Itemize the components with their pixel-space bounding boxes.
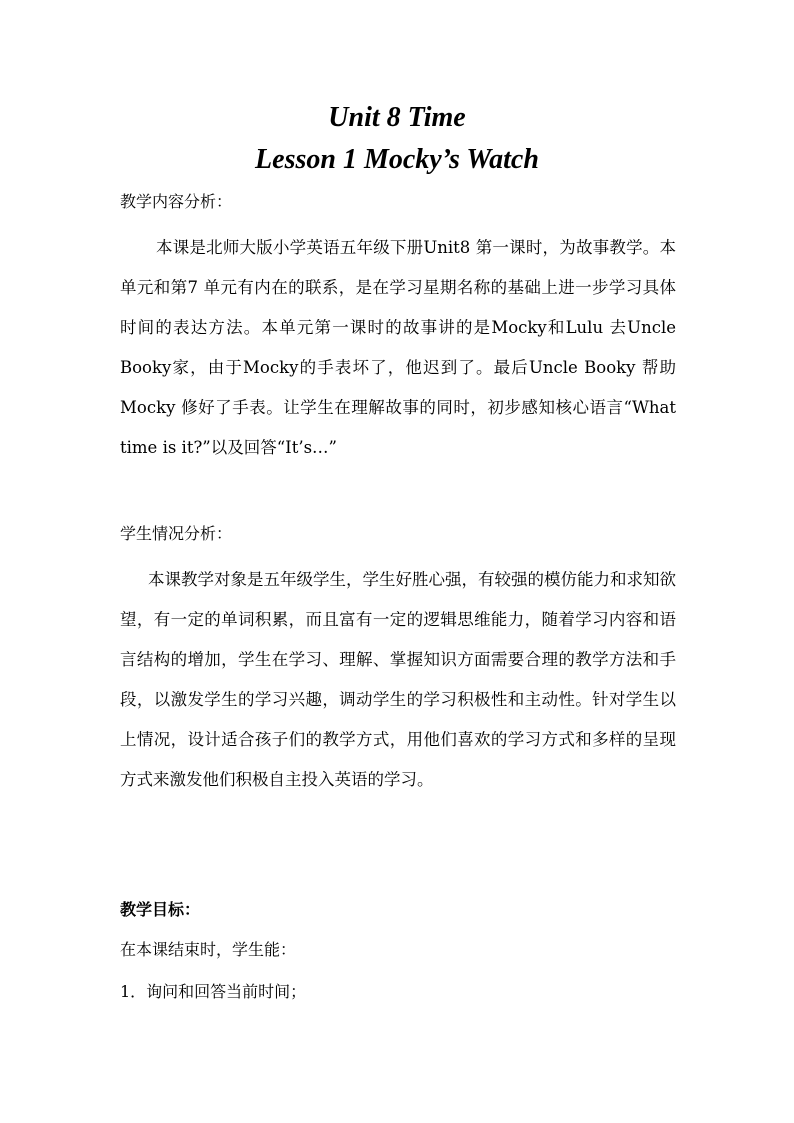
student-analysis-heading: 学生情况分析：	[120, 524, 233, 543]
teaching-goals-heading: 教学目标：	[120, 900, 201, 919]
lesson-title: Lesson 1 Mocky’s Watch	[255, 144, 539, 175]
unit-title: Unit 8 Time	[328, 102, 466, 133]
content-analysis-heading: 教学内容分析：	[120, 192, 233, 211]
teaching-goals-intro: 在本课结束时，学生能：	[120, 940, 297, 959]
teaching-goal-item-1: 1．询问和回答当前时间；	[120, 982, 307, 1001]
student-analysis-paragraph: 本课教学对象是五年级学生，学生好胜心强，有较强的模仿能力和求知欲望，有一定的单词积累，而且富有一定的逻辑思维能力，随着学习内容和语言结构的增加，学生在学习、理解、掌握知识方面需要合理的教学方法和手段，以激发学生的学习兴趣，调动学生的学习积极性和主动性。针对学生以上情况，设计适合孩子们的教学方式，用他们喜欢的学习方式和多样的呈现方式来激发他们积极自主投入英语的学习。	[120, 570, 676, 789]
content-analysis-paragraph: 本课是北师大版小学英语五年级下册Unit8 第一课时，为故事教学。本单元和第7 单元有内在的联系，是在学习星期名称的基础上进一步学习具体时间的表达方法。本单元第一课时的故事讲的是Mocky和Lulu 去Uncle Booky家，由于Mocky的手表坏了，他迟到了。最后Uncle Booky 帮助Mocky 修好了手表。让学生在理解故事的同时，初步感知核心语言“What time is it?”以及回答“It’s…”	[120, 238, 676, 457]
